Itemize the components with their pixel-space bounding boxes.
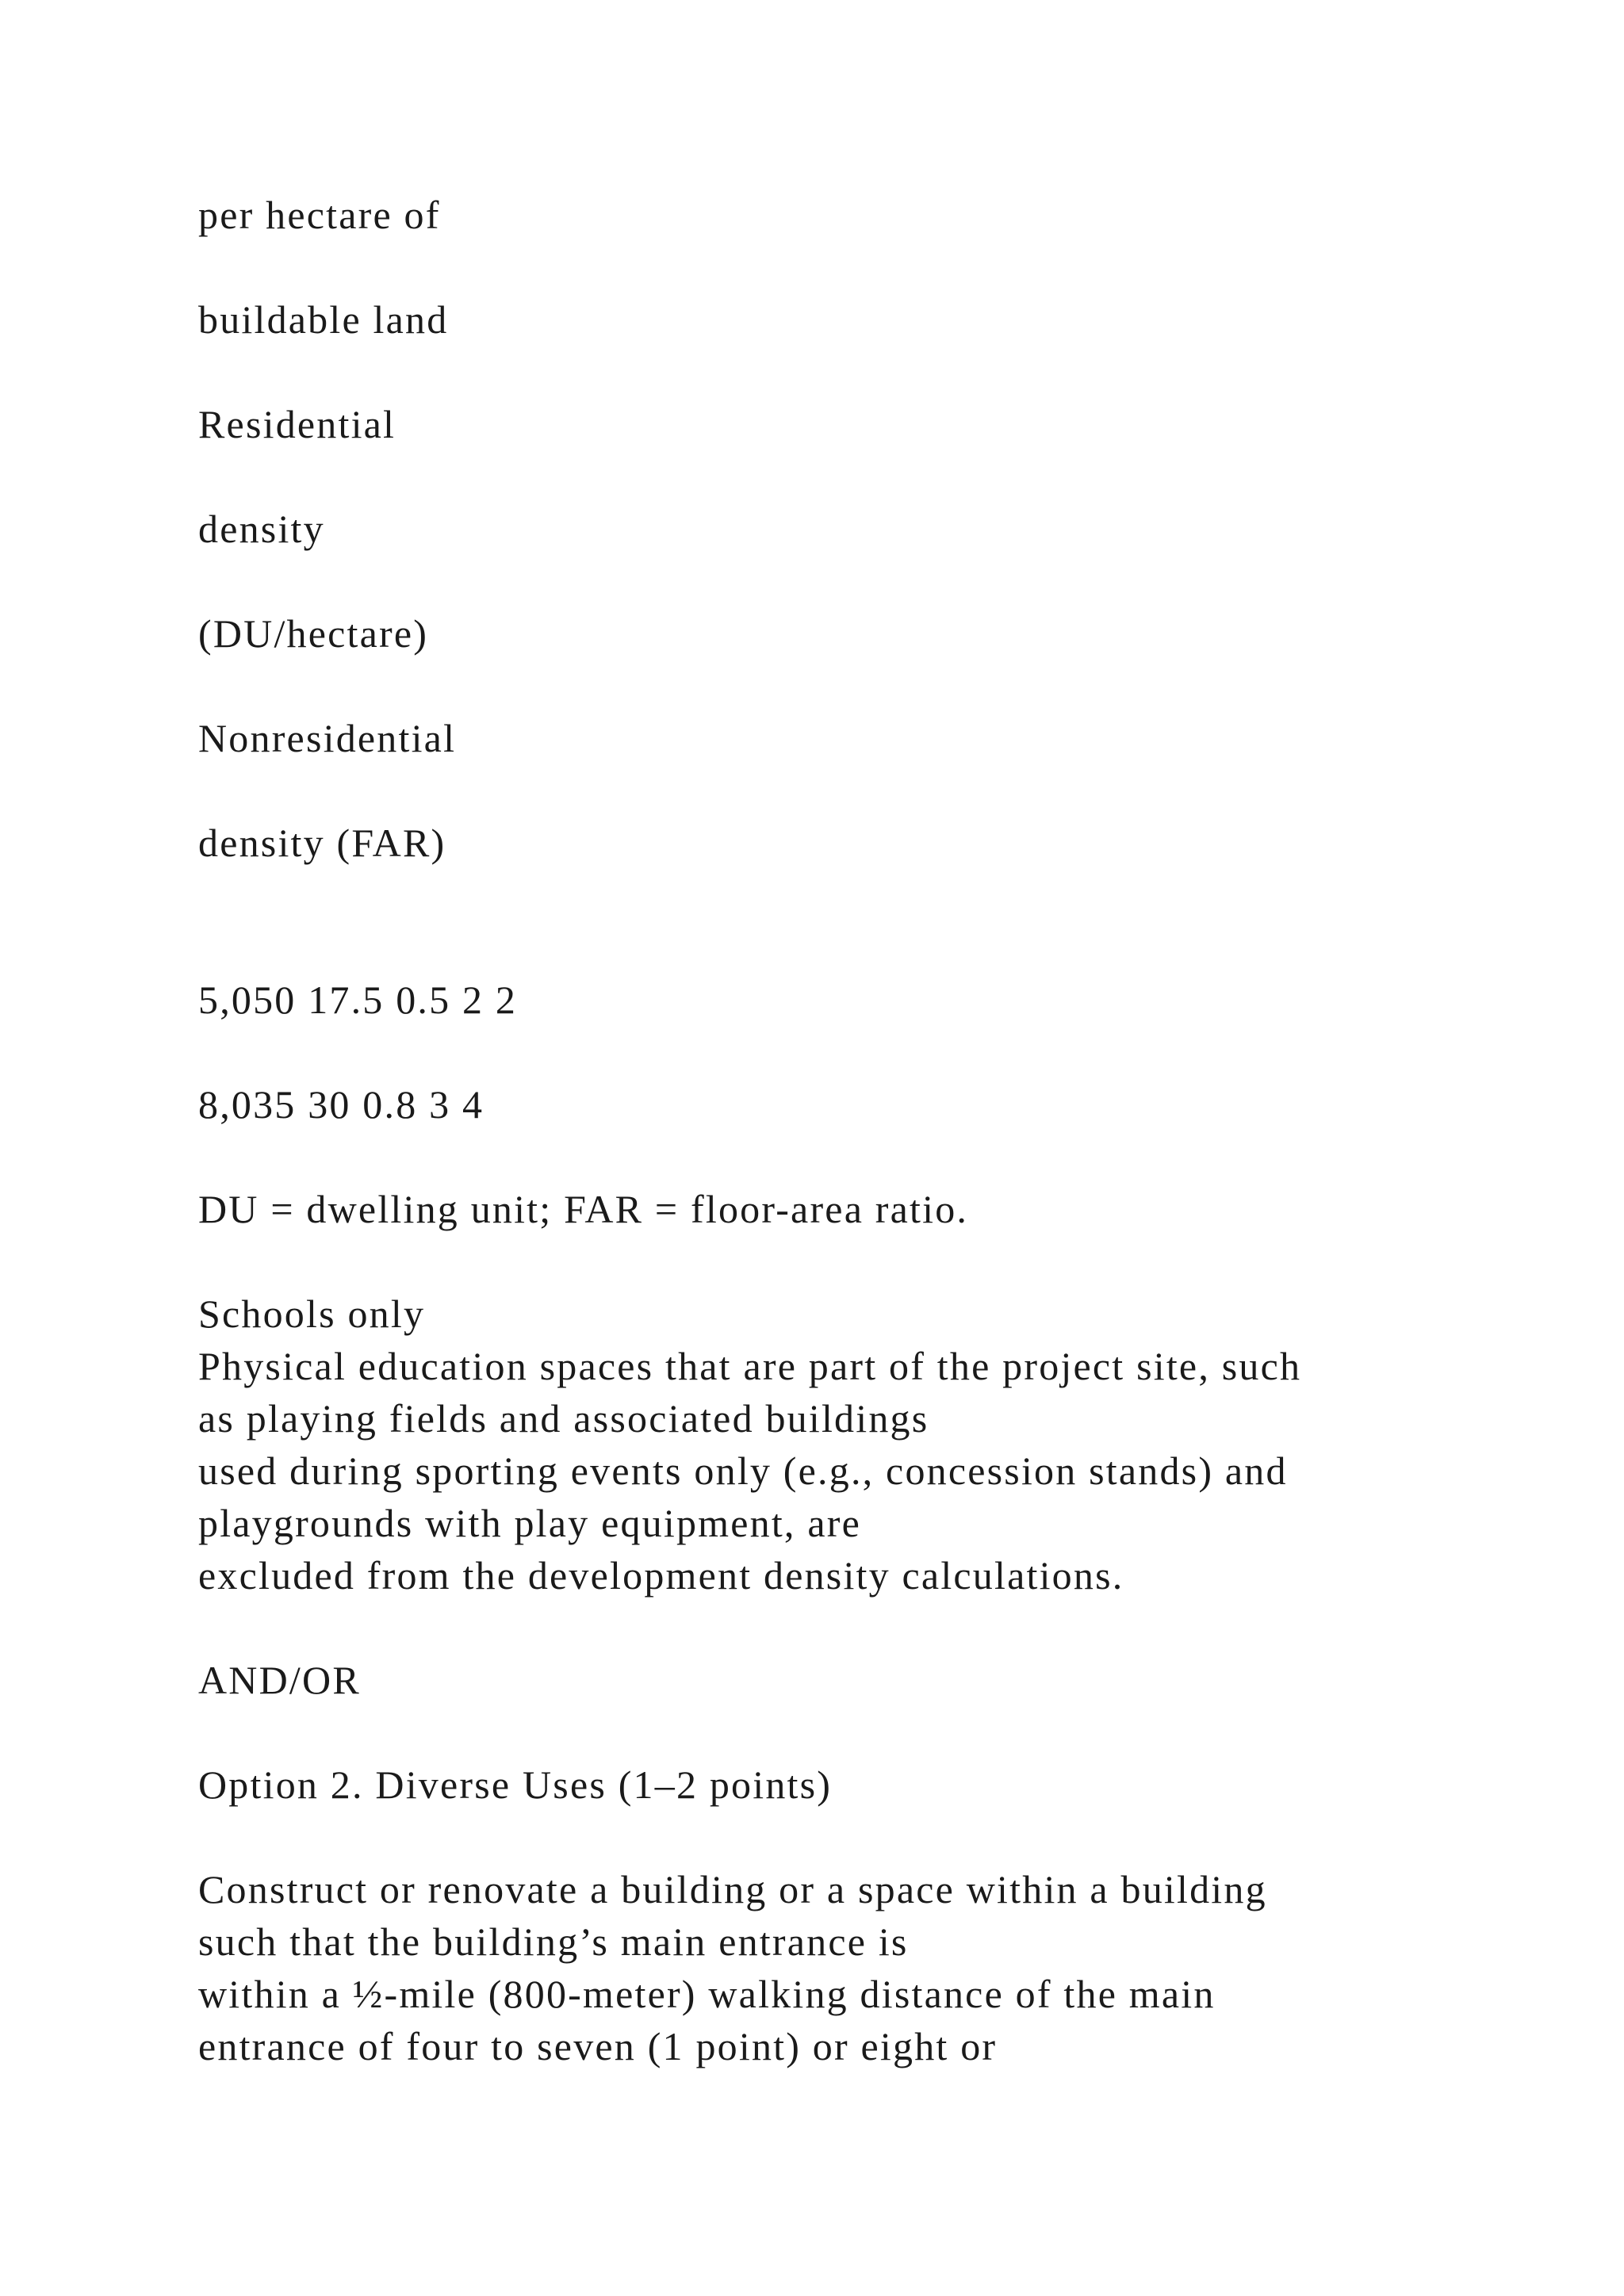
table-header-line: Nonresidential xyxy=(198,716,457,760)
table-header-line: density xyxy=(198,507,325,551)
option2-paragraph-line: entrance of four to seven (1 point) or eight or xyxy=(198,2024,998,2068)
table-header-line: Residential xyxy=(198,402,396,446)
schools-paragraph-line: as playing fields and associated buildings xyxy=(198,1396,929,1441)
table-header-line: (DU/hectare) xyxy=(198,611,429,656)
schools-paragraph-line: playgrounds with play equipment, are xyxy=(198,1501,861,1545)
table-row: 8,035 30 0.8 3 4 xyxy=(198,1082,485,1127)
table-row: 5,050 17.5 0.5 2 2 xyxy=(198,978,518,1022)
schools-paragraph-line: excluded from the development density calculations. xyxy=(198,1553,1124,1598)
option2-heading: Option 2. Diverse Uses (1–2 points) xyxy=(198,1762,833,1807)
schools-heading: Schools only xyxy=(198,1292,426,1336)
table-header-line: per hectare of xyxy=(198,193,441,237)
table-header-line: density (FAR) xyxy=(198,821,446,865)
option2-paragraph-line: such that the building’s main entrance is xyxy=(198,1919,909,1964)
connector-text: AND/OR xyxy=(198,1658,361,1702)
schools-paragraph-line: Physical education spaces that are part of the project site, such xyxy=(198,1344,1302,1388)
document-page xyxy=(198,189,1499,2072)
schools-paragraph-line: used during sporting events only (e.g., concession stands) and xyxy=(198,1448,1288,1493)
abbreviation-note: DU = dwelling unit; FAR = floor-area ratio. xyxy=(198,1187,969,1231)
option2-paragraph-line: Construct or renovate a building or a space within a building xyxy=(198,1867,1267,1911)
option2-paragraph-line: within a ½-mile (800-meter) walking distance of the main xyxy=(198,1972,1216,2016)
table-header-line: buildable land xyxy=(198,297,449,342)
